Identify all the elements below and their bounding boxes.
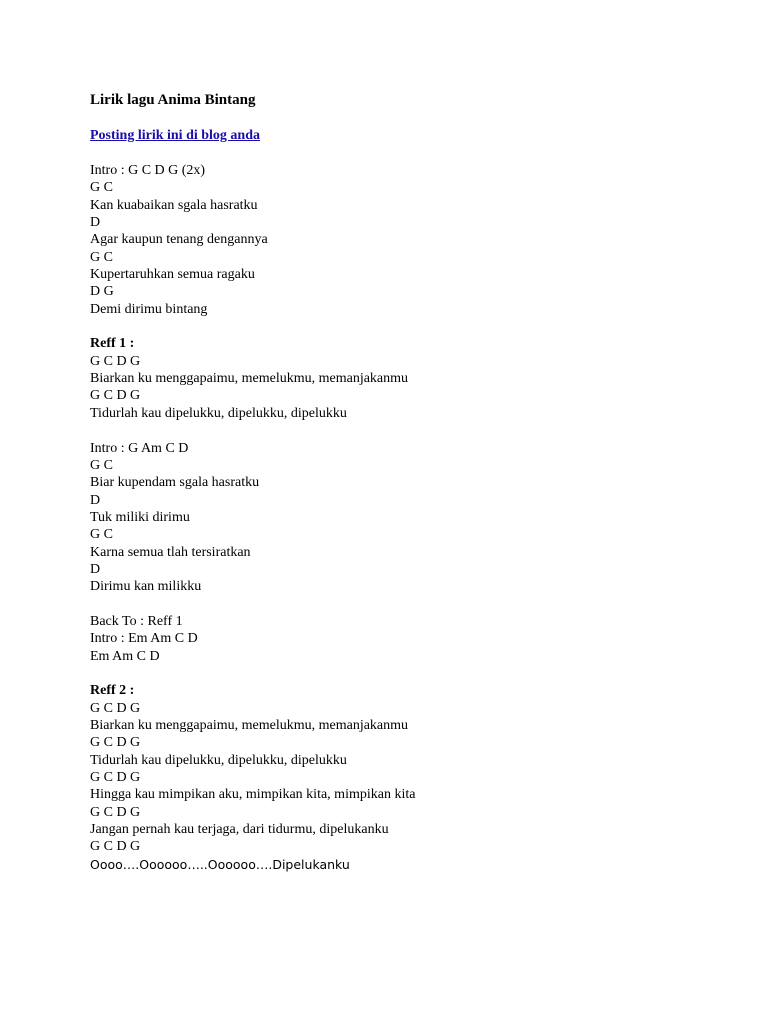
lyric-line: Intro : G Am C D	[90, 440, 189, 456]
lyric-line: Biarkan ku menggapaimu, memelukmu, memanjakanmu	[90, 371, 409, 387]
chord-line: D	[90, 215, 101, 231]
chord-line: G C D G	[90, 353, 141, 369]
lyric-line: Karna semua tlah tersiratkan	[90, 544, 251, 560]
chord-line: G C	[90, 249, 113, 265]
blank-line	[90, 422, 730, 439]
section-heading: Reff 2 :	[90, 683, 135, 699]
blank-line	[90, 665, 730, 682]
blank-line	[90, 318, 730, 335]
lyric-line: Demi dirimu bintang	[90, 301, 208, 317]
chord-line: G C D G	[90, 700, 141, 716]
chord-line: G C D G	[90, 388, 141, 404]
lyrics-body	[90, 162, 730, 873]
chord-line: G C	[90, 527, 113, 543]
lyric-line: Intro : Em Am C D	[90, 631, 198, 647]
lyric-line: Kan kuabaikan sgala hasratku	[90, 197, 258, 213]
chord-line: G C	[90, 457, 113, 473]
chord-line: Em Am C D	[90, 648, 160, 664]
lyric-line: Hingga kau mimpikan aku, mimpikan kita, mimpikan kita	[90, 787, 416, 803]
page-title: Lirik lagu Anima Bintang	[90, 92, 256, 108]
chord-line: G C D G	[90, 839, 141, 855]
lyric-line: Tidurlah kau dipelukku, dipelukku, dipelukku	[90, 752, 347, 768]
chord-line: G C D G	[90, 770, 141, 786]
lyric-line: Oooo….Oooooo…..Oooooo….Dipelukanku	[90, 856, 350, 872]
lyric-line: Back To : Reff 1	[90, 613, 183, 629]
lyric-line: Jangan pernah kau terjaga, dari tidurmu, dipelukanku	[90, 822, 389, 838]
lyric-line: Dirimu kan milikku	[90, 579, 202, 595]
chord-line: G C	[90, 180, 113, 196]
lyric-line: Kupertaruhkan semua ragaku	[90, 267, 255, 283]
chord-line: G C D G	[90, 735, 141, 751]
share-lyrics-link[interactable]: Posting lirik ini di blog anda	[90, 128, 260, 143]
lyric-line: Agar kaupun tenang dengannya	[90, 232, 268, 248]
blank-line	[90, 596, 730, 613]
chord-line: D G	[90, 284, 114, 300]
lyric-line: Intro : G C D G (2x)	[90, 163, 206, 178]
lyric-line: Biarkan ku menggapaimu, memelukmu, memanjakanmu	[90, 718, 409, 733]
chord-line: G C D G	[90, 804, 141, 820]
lyric-line: Tidurlah kau dipelukku, dipelukku, dipelukku	[90, 405, 347, 421]
lyric-line: Tuk miliki dirimu	[90, 509, 190, 525]
chord-line: D	[90, 492, 101, 508]
section-heading: Reff 1 :	[90, 336, 135, 352]
document-page	[90, 90, 730, 873]
chord-line: D	[90, 561, 101, 577]
lyric-line: Biar kupendam sgala hasratku	[90, 475, 260, 491]
